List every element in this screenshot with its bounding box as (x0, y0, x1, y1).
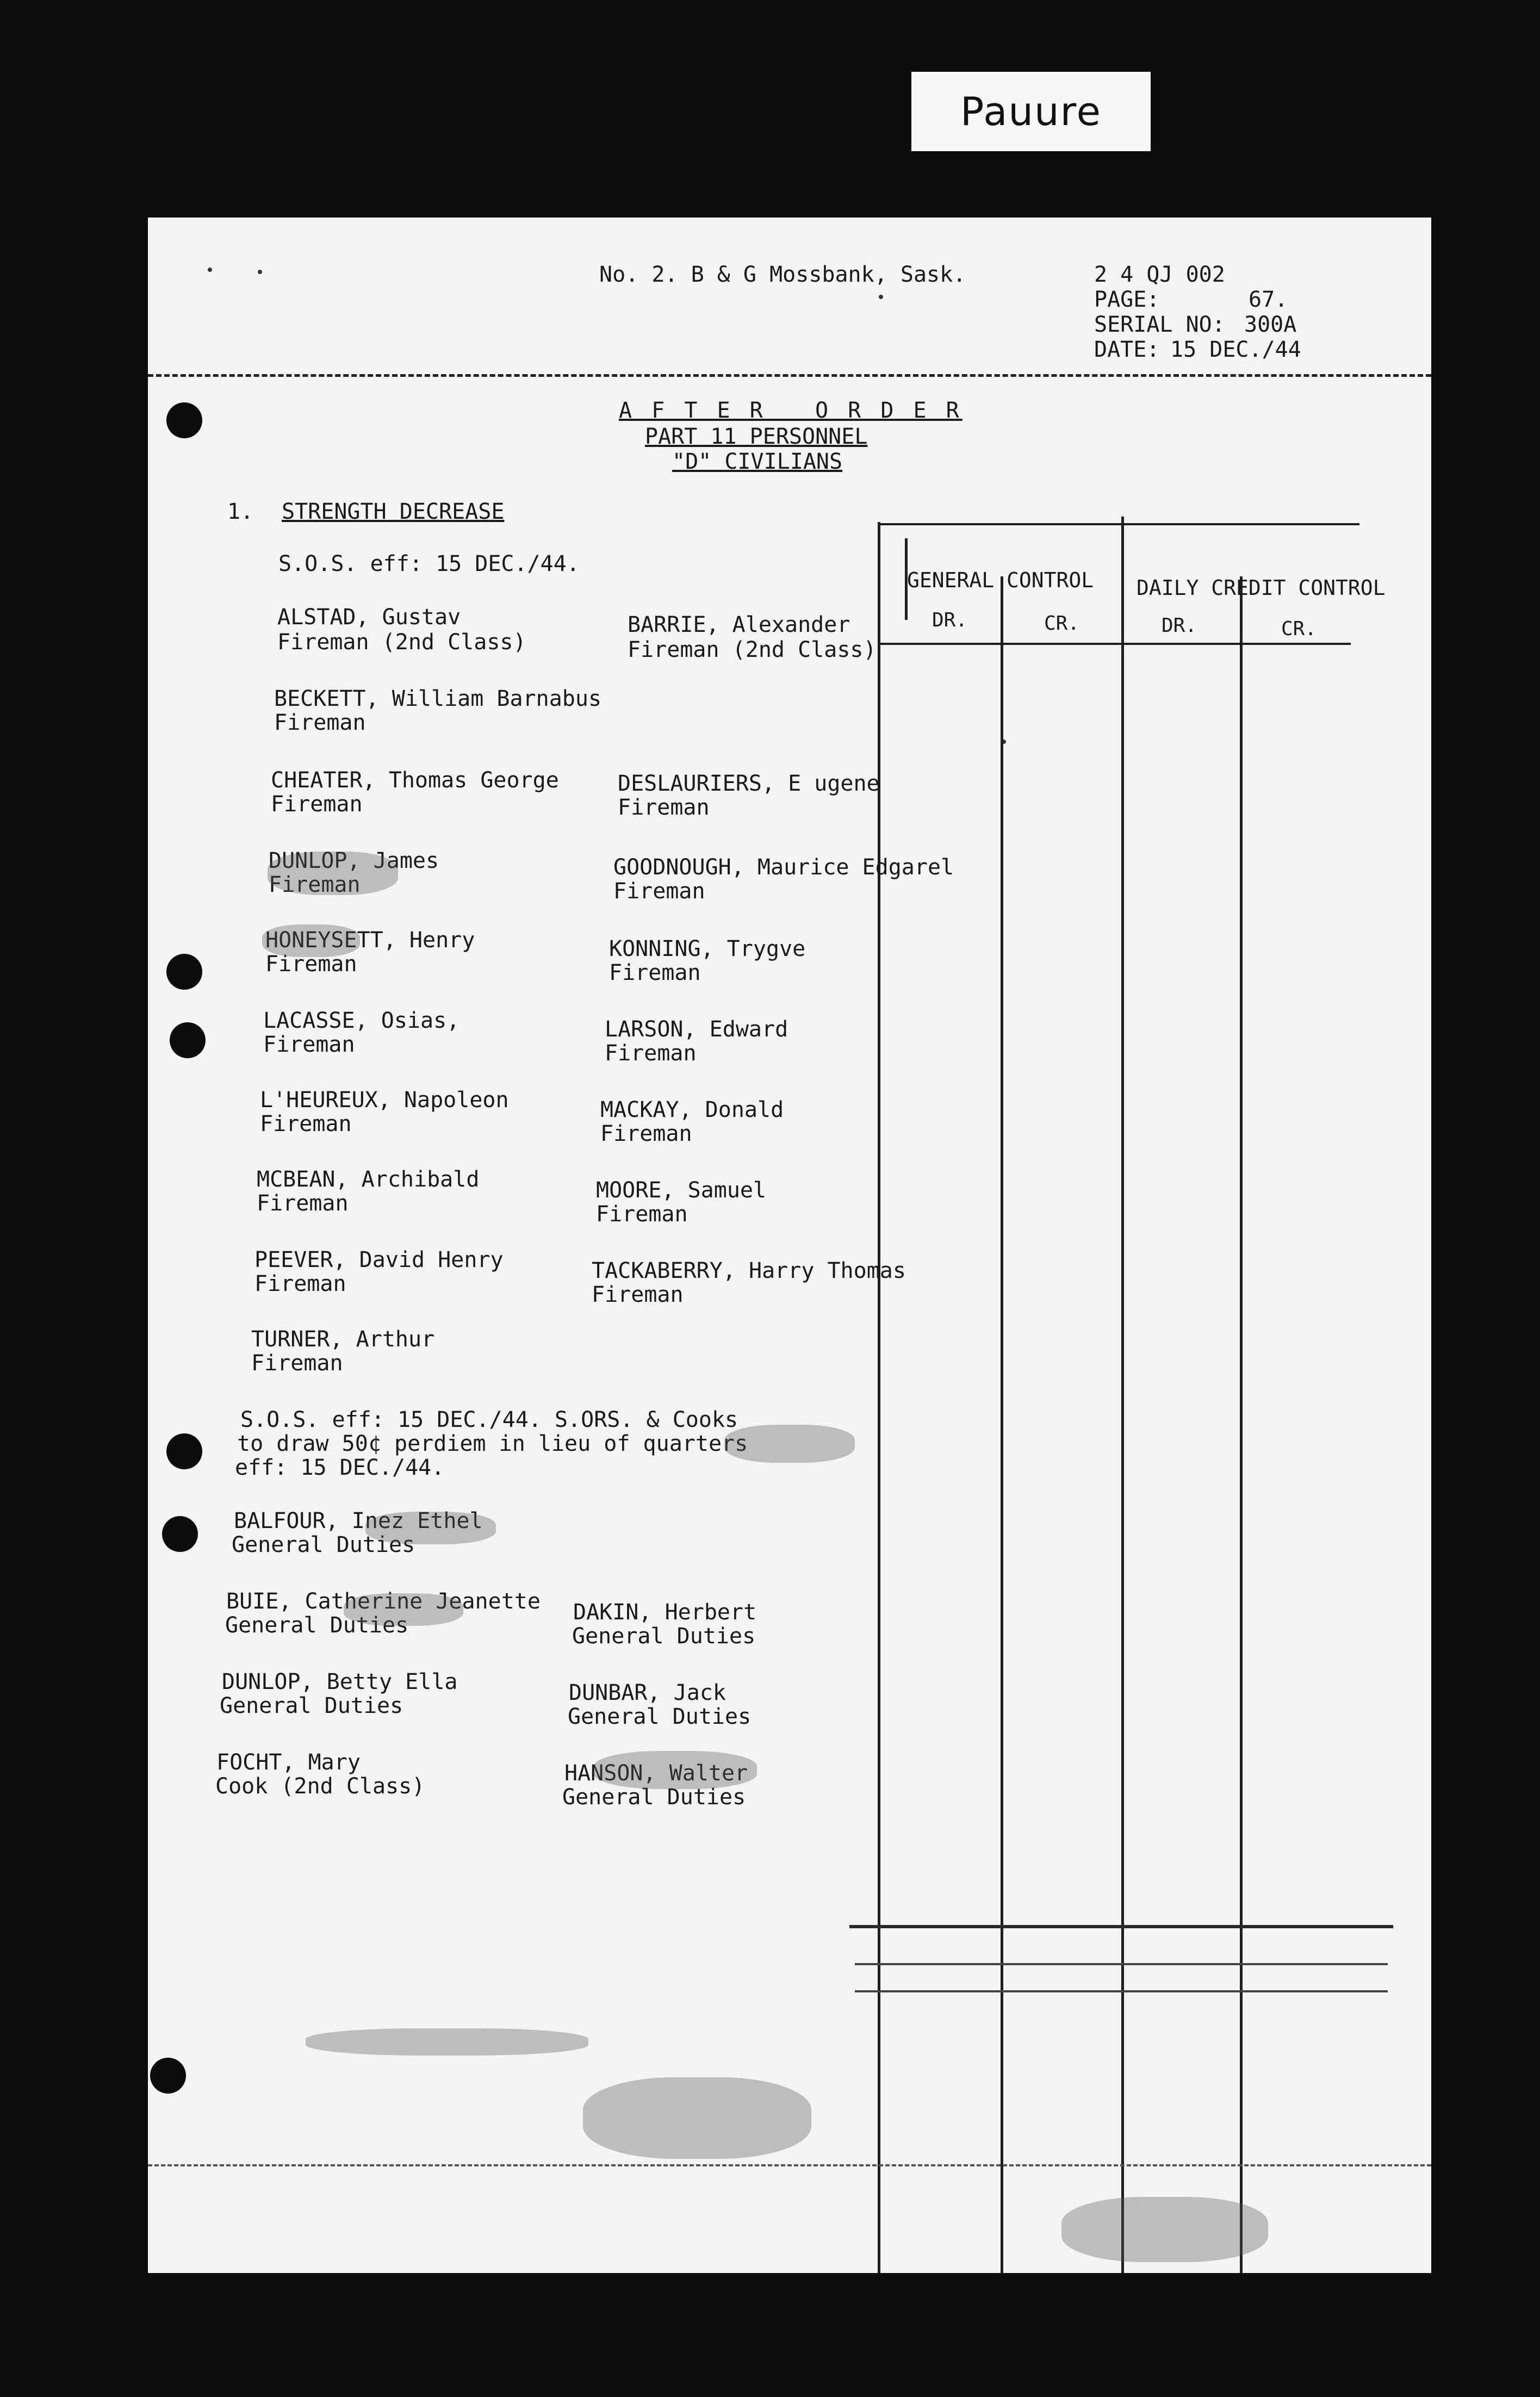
table-column-divider (1121, 517, 1124, 2273)
ink-smudge (268, 852, 398, 895)
ink-smudge (583, 2077, 811, 2159)
person-name: CHEATER, Thomas George (271, 768, 559, 793)
general-dr-header: DR. (932, 609, 968, 631)
person-name: MOORE, Samuel (596, 1178, 767, 1203)
person-role: Fireman (269, 872, 361, 897)
unit-header: No. 2. B & G Mossbank, Sask. (599, 262, 966, 287)
person-role: Fireman (605, 1041, 697, 1066)
person-name: MCBEAN, Archibald (257, 1167, 480, 1192)
person-role: Fireman (257, 1191, 349, 1216)
general-cr-header: CR. (1044, 612, 1080, 635)
punch-hole (162, 1516, 198, 1552)
person-role: Fireman (2nd Class) (277, 630, 526, 655)
person-name: PEEVER, David Henry (254, 1247, 504, 1272)
page-label: PAGE: (1094, 287, 1160, 312)
file-reference: 2 4 QJ 002 (1094, 262, 1225, 287)
bleed-rule (855, 1990, 1388, 1992)
person-role: Fireman (2nd Class) (628, 637, 877, 662)
person-name: HONEYSETT, Henry (265, 928, 475, 953)
person-name: LARSON, Edward (605, 1017, 788, 1042)
person-role: General Duties (220, 1693, 403, 1718)
person-name: TURNER, Arthur (251, 1327, 435, 1352)
person-name: MACKAY, Donald (600, 1097, 784, 1122)
person-name: DUNLOP, Betty Ella (222, 1669, 458, 1694)
ink-smudge (344, 1593, 463, 1626)
person-role: Fireman (618, 795, 710, 820)
daily-dr-header: DR. (1162, 614, 1197, 637)
person-role: Fireman (592, 1282, 684, 1307)
person-role: General Duties (568, 1704, 752, 1729)
person-role: General Duties (225, 1613, 409, 1638)
punch-hole (166, 1433, 202, 1469)
punch-hole (170, 1022, 206, 1058)
table-header-rule (878, 643, 1351, 645)
person-name: DUNLOP, James (269, 848, 439, 873)
table-top-rule (878, 523, 1359, 525)
speck (208, 268, 212, 272)
daily-cr-header: CR. (1281, 618, 1317, 640)
document-page (148, 218, 1431, 2273)
page-number: 67. (1249, 287, 1288, 312)
section-number: 1. (227, 499, 254, 524)
person-role: Fireman (263, 1032, 355, 1057)
ink-smudge (365, 1512, 496, 1544)
serial-number: 300A (1244, 312, 1297, 337)
bleed-rule (855, 1963, 1388, 1965)
person-name: LACASSE, Osias, (263, 1008, 460, 1033)
person-name: ALSTAD, Gustav (277, 605, 461, 630)
bleed-rule (849, 1925, 1393, 1928)
person-name: L'HEUREUX, Napoleon (260, 1088, 509, 1113)
date-label: DATE: (1094, 337, 1160, 362)
order-part: PART 11 PERSONNEL (645, 424, 868, 449)
table-column-divider (1240, 576, 1243, 2273)
person-name: TACKABERRY, Harry Thomas (592, 1258, 906, 1283)
person-role: Fireman (271, 792, 363, 817)
ink-smudge (262, 924, 360, 957)
person-role: Fireman (274, 710, 366, 735)
person-role: Fireman (609, 960, 701, 985)
order-category: "D" CIVILIANS (672, 449, 843, 474)
punch-hole (166, 954, 202, 990)
serial-label: SERIAL NO: (1094, 312, 1225, 337)
ink-smudge (306, 2028, 588, 2056)
person-role: Fireman (600, 1121, 692, 1146)
person-role: Fireman (596, 1202, 688, 1227)
person-role: Fireman (265, 952, 357, 977)
order-title: A F T E R O R D E R (619, 398, 962, 423)
person-name: GOODNOUGH, Maurice Edgarel (613, 855, 954, 880)
punch-hole (166, 402, 202, 438)
person-name: DESLAURIERS, E ugene (618, 771, 880, 796)
person-role: Fireman (260, 1111, 352, 1137)
person-role: General Duties (232, 1532, 415, 1557)
ink-smudge (594, 1751, 757, 1789)
person-role: Fireman (251, 1351, 343, 1376)
punch-hole (150, 2058, 186, 2094)
ink-smudge (724, 1425, 855, 1463)
section-heading: STRENGTH DECREASE (282, 499, 505, 524)
bleed-divider (148, 2164, 1431, 2166)
person-name: FOCHT, Mary (216, 1750, 361, 1775)
speck (879, 295, 883, 299)
sos-allowance-line: to draw 50¢ perdiem in lieu of quarters (237, 1431, 748, 1456)
person-name: DAKIN, Herbert (573, 1600, 757, 1625)
person-name: HANSON, Walter (564, 1761, 748, 1786)
order-date: 15 DEC./44 (1170, 337, 1301, 362)
header-divider (148, 374, 1431, 377)
general-control-header: GENERAL CONTROL (907, 568, 1094, 592)
table-column-divider (1001, 576, 1003, 2273)
person-name: BALFOUR, Inez Ethel (234, 1508, 483, 1533)
person-role: General Duties (572, 1624, 756, 1649)
struck-off-strength-line: S.O.S. eff: 15 DEC./44. (278, 551, 580, 576)
person-name: BECKETT, William Barnabus (274, 686, 602, 711)
person-name: KONNING, Trygve (609, 936, 806, 961)
person-name: BARRIE, Alexander (628, 612, 850, 637)
daily-credit-control-header: DAILY CREDIT CONTROL (1137, 576, 1386, 600)
person-role: Fireman (254, 1271, 346, 1296)
person-role: General Duties (562, 1785, 746, 1810)
label-card-text: Pauure (960, 89, 1102, 134)
person-role: Fireman (613, 879, 705, 904)
person-role: Cook (2nd Class) (215, 1774, 425, 1799)
sos-allowance-line: eff: 15 DEC./44. (235, 1455, 445, 1480)
sos-allowance-line: S.O.S. eff: 15 DEC./44. S.ORS. & Cooks (240, 1407, 738, 1432)
handwritten-label-card (911, 72, 1151, 151)
person-name: BUIE, Catherine Jeanette (226, 1589, 541, 1614)
speck (258, 270, 262, 274)
person-name: DUNBAR, Jack (569, 1680, 726, 1705)
ink-smudge (1061, 2197, 1268, 2262)
